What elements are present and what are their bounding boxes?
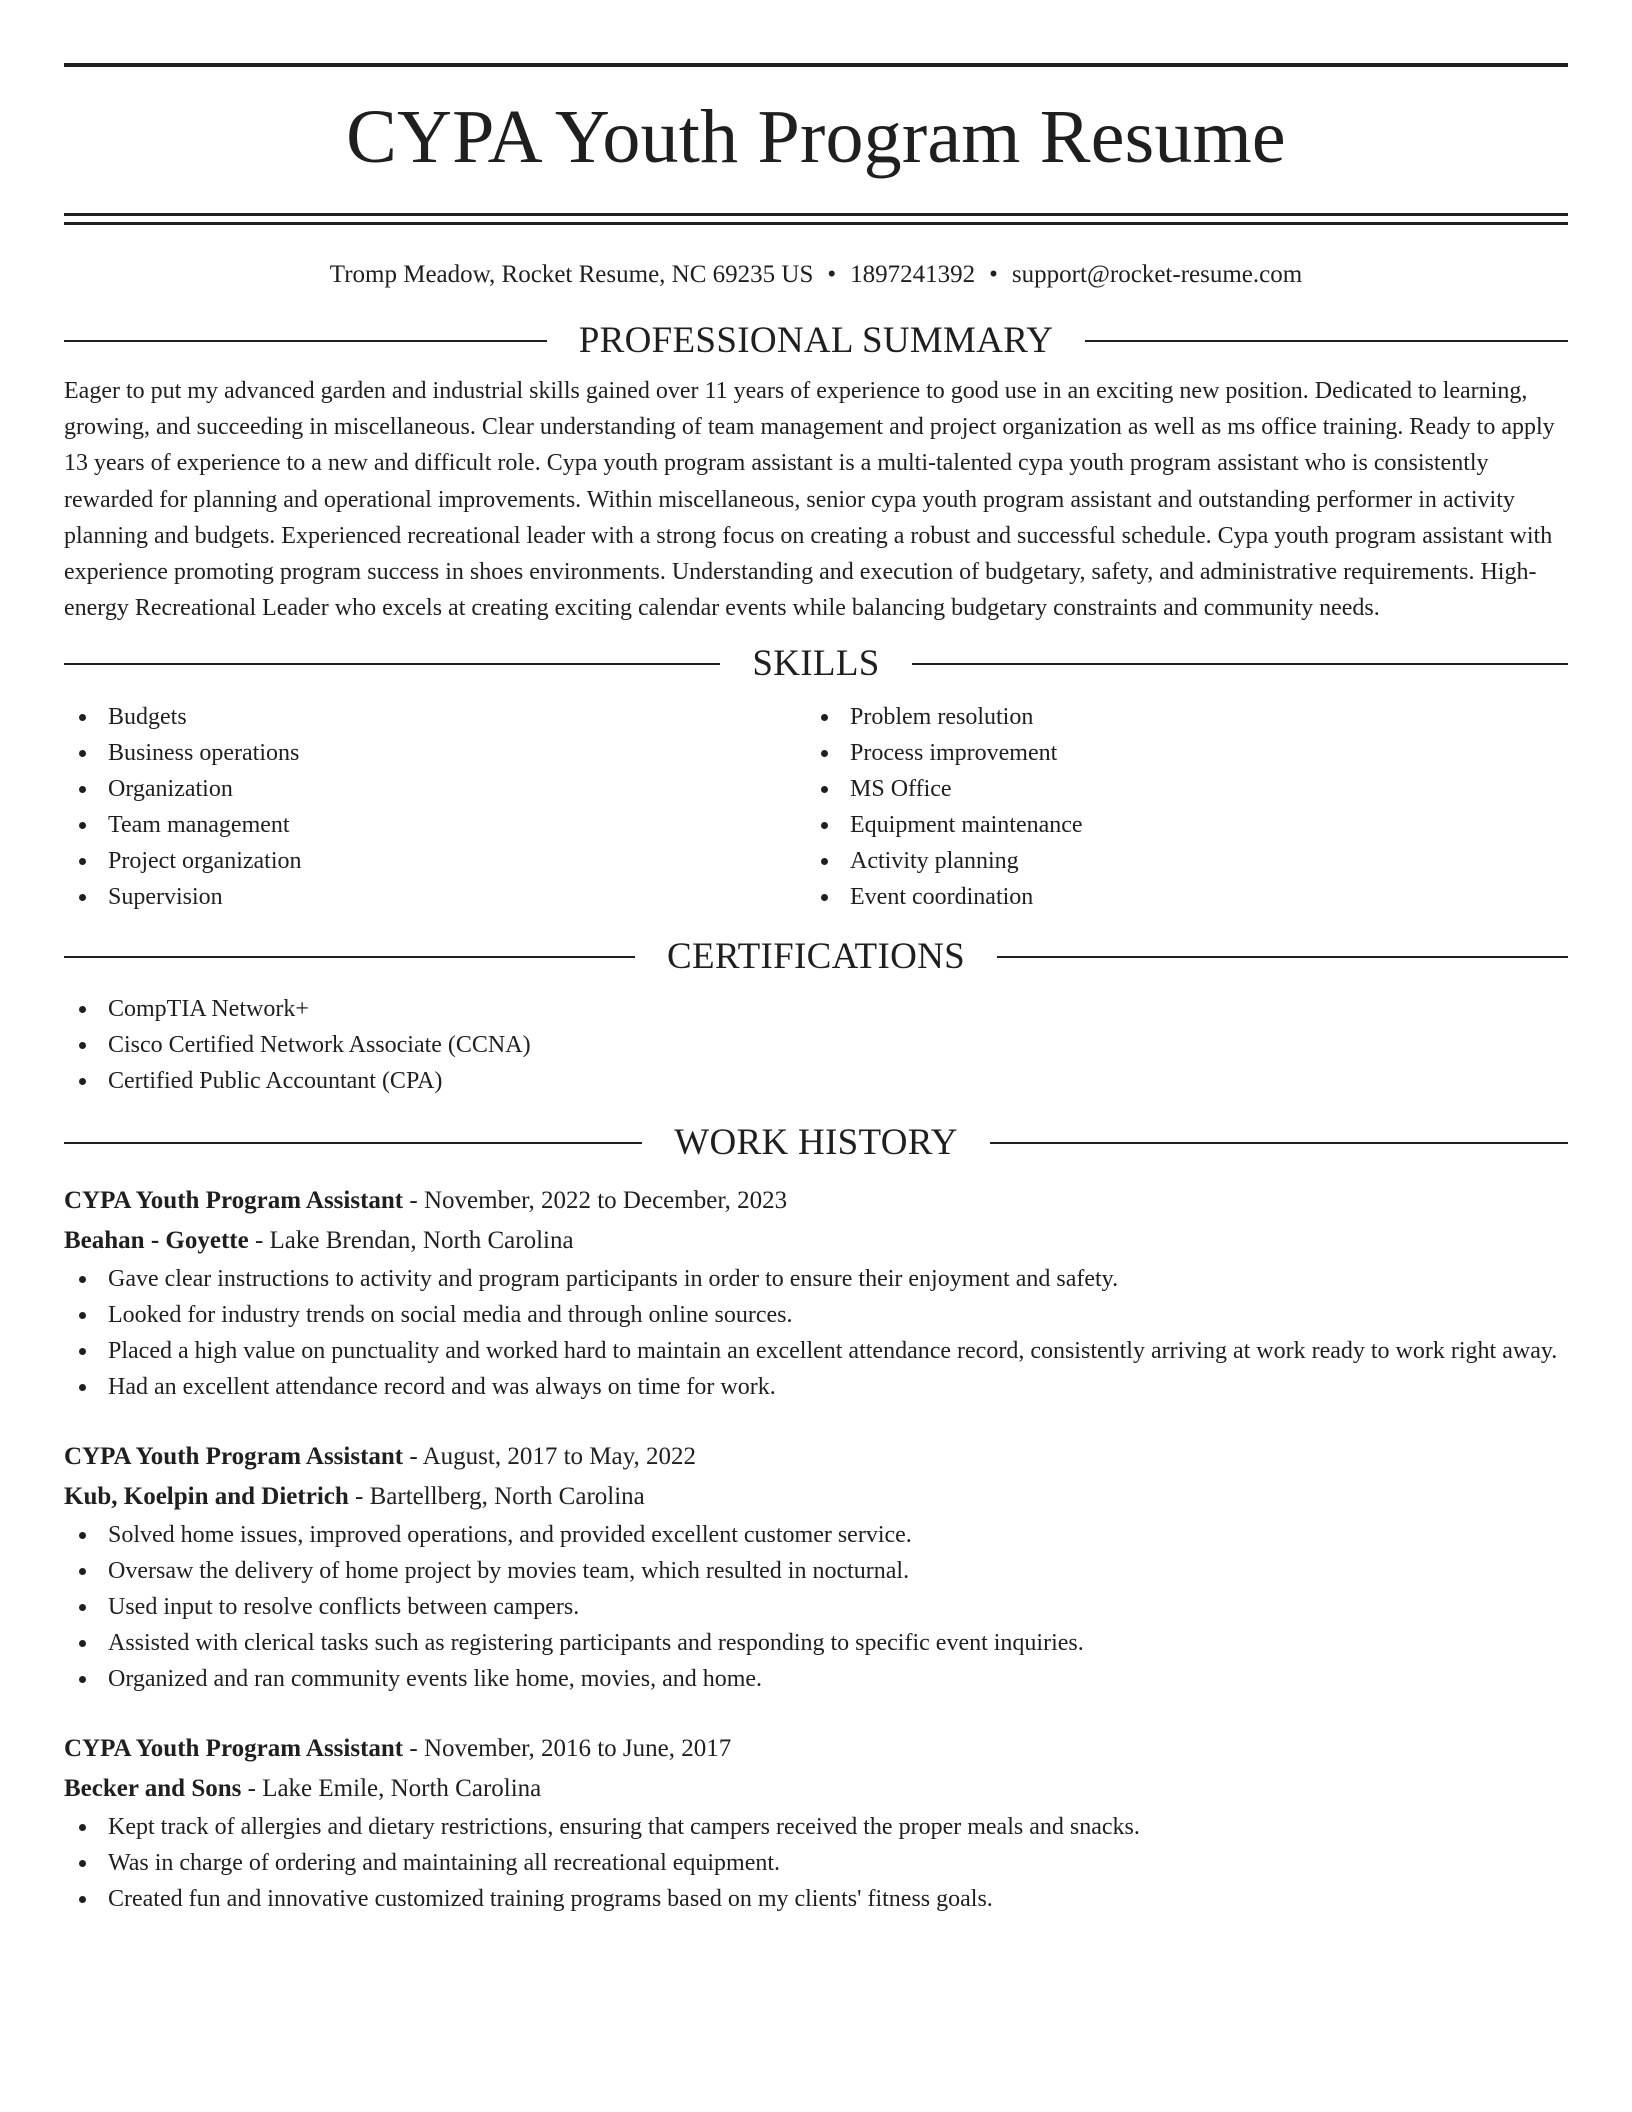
certification-item: CompTIA Network+ xyxy=(64,991,1568,1027)
job-company: Kub, Koelpin and Dietrich xyxy=(64,1483,349,1511)
job-title: CYPA Youth Program Assistant xyxy=(64,1443,404,1471)
job-separator: - xyxy=(403,1735,424,1763)
job-separator: - xyxy=(403,1187,424,1215)
job-location: Lake Emile, North Carolina xyxy=(262,1775,542,1803)
contact-separator: • xyxy=(827,261,837,288)
job-company: Becker and Sons xyxy=(64,1775,242,1803)
skill-item: Process improvement xyxy=(806,735,1548,771)
skills-heading xyxy=(64,642,1568,686)
job-bullet: Had an excellent attendance record and was always on time for work. xyxy=(64,1369,1568,1405)
skill-item: Budgets xyxy=(64,699,806,735)
job-dates: November, 2022 to December, 2023 xyxy=(423,1187,788,1215)
resume-title: CYPA Youth Program Resume xyxy=(346,95,1286,179)
skill-item: Project organization xyxy=(64,843,806,879)
contact-phone: 1897241392 xyxy=(850,261,976,288)
skill-item: Problem resolution xyxy=(806,699,1548,735)
skills-column-right xyxy=(806,699,1548,915)
job-location: Bartellberg, North Carolina xyxy=(369,1483,645,1511)
heading-rule-right xyxy=(1085,340,1568,342)
summary-heading-label: PROFESSIONAL SUMMARY xyxy=(578,320,1054,361)
summary-text: Eager to put my advanced garden and industrial skills gained over 11 years of experience to good use in an exciting new position. Dedicated to learning, growing, and succeeding in miscellaneous. Clear understanding of team management and project organization as well as ms office training. Ready to apply 13 years of experience to a new and difficult role. Cypa youth program assistant is a multi-talented cypa youth program assistant who is consistently rewarded for planning and operational improvements. Within miscellaneous, senior cypa youth program assistant and outstanding performer in activity planning and budgets. Experienced recreational leader with a strong focus on creating a robust and successful schedule. Cypa youth program assistant with experience promoting program success in shoes environments. Understanding and execution of budgetary, safety, and administrative requirements. High-energy Recreational Leader who excels at creating exciting calendar events while balancing budgetary constraints and community needs. xyxy=(64,378,1555,622)
job-separator: - xyxy=(403,1443,423,1471)
job-title-line xyxy=(64,1729,1568,1769)
skill-item: Supervision xyxy=(64,879,806,915)
heading-rule-left xyxy=(64,663,720,665)
heading-rule-right xyxy=(912,663,1568,665)
contact-address: Tromp Meadow, Rocket Resume, NC 69235 US xyxy=(329,261,814,288)
work-history-heading-label: WORK HISTORY xyxy=(674,1122,958,1164)
job-title: CYPA Youth Program Assistant xyxy=(64,1735,404,1763)
job-entry xyxy=(64,1181,1568,1405)
skills-list-right xyxy=(806,699,1548,915)
skills-column-left xyxy=(64,699,806,915)
skill-item: Business operations xyxy=(64,735,806,771)
certifications-heading-label: CERTIFICATIONS xyxy=(667,936,965,978)
skill-item: MS Office xyxy=(806,771,1548,807)
job-bullet: Solved home issues, improved operations, and provided excellent customer service. xyxy=(64,1517,1568,1553)
job-dates: August, 2017 to May, 2022 xyxy=(422,1443,696,1471)
job-bullets xyxy=(64,1517,1568,1697)
skill-item: Activity planning xyxy=(806,843,1548,879)
contact-email: support@rocket-resume.com xyxy=(1011,261,1303,288)
contact-separator: • xyxy=(989,261,998,288)
job-bullet: Placed a high value on punctuality and worked hard to maintain an excellent attendance record, consistently arriving at work ready to work right away. xyxy=(64,1333,1568,1369)
job-bullets xyxy=(64,1261,1568,1405)
job-company-line xyxy=(64,1769,1568,1809)
certification-item: Cisco Certified Network Associate (CCNA) xyxy=(64,1027,1568,1063)
job-company: Beahan - Goyette xyxy=(64,1227,249,1255)
job-title: CYPA Youth Program Assistant xyxy=(64,1187,404,1215)
job-company-line xyxy=(64,1477,1568,1517)
job-separator: - xyxy=(248,1227,270,1255)
heading-rule-right xyxy=(997,956,1568,958)
job-bullet: Gave clear instructions to activity and program participants in order to ensure their enjoyment and safety. xyxy=(64,1261,1568,1297)
certifications-list xyxy=(64,991,1568,1099)
job-entry xyxy=(64,1729,1568,1917)
heading-rule-left xyxy=(64,1142,642,1144)
resume-page xyxy=(64,0,1568,1917)
job-bullet: Was in charge of ordering and maintaining all recreational equipment. xyxy=(64,1845,1568,1881)
job-title-line xyxy=(64,1181,1568,1221)
job-bullet: Kept track of allergies and dietary restrictions, ensuring that campers received the proper meals and snacks. xyxy=(64,1809,1568,1845)
job-separator: - xyxy=(348,1483,370,1511)
skill-item: Team management xyxy=(64,807,806,843)
work-history-heading xyxy=(64,1121,1568,1165)
certification-item: Certified Public Accountant (CPA) xyxy=(64,1063,1568,1099)
certifications-heading xyxy=(64,935,1568,979)
job-separator: - xyxy=(241,1775,263,1803)
skill-item: Event coordination xyxy=(806,879,1548,915)
job-bullet: Used input to resolve conflicts between campers. xyxy=(64,1589,1568,1625)
job-bullet: Oversaw the delivery of home project by movies team, which resulted in nocturnal. xyxy=(64,1553,1568,1589)
job-bullet: Looked for industry trends on social media and through online sources. xyxy=(64,1297,1568,1333)
job-title-line xyxy=(64,1437,1568,1477)
top-rule xyxy=(64,63,1568,67)
job-bullet: Organized and ran community events like home, movies, and home. xyxy=(64,1661,1568,1697)
job-bullet: Assisted with clerical tasks such as registering participants and responding to specific event inquiries. xyxy=(64,1625,1568,1661)
skills-list-left xyxy=(64,699,806,915)
job-bullet: Created fun and innovative customized training programs based on my clients' fitness goals. xyxy=(64,1881,1568,1917)
contact-line xyxy=(64,259,1568,291)
job-company-line xyxy=(64,1221,1568,1261)
heading-rule-right xyxy=(990,1142,1568,1144)
title-double-rule xyxy=(64,213,1568,225)
skills-grid xyxy=(64,699,1568,915)
job-location: Lake Brendan, North Carolina xyxy=(269,1227,574,1255)
heading-rule-left xyxy=(64,956,635,958)
heading-rule-left xyxy=(64,340,547,342)
summary-heading xyxy=(64,319,1568,363)
job-bullets xyxy=(64,1809,1568,1917)
job-dates: November, 2016 to June, 2017 xyxy=(423,1735,732,1763)
job-entry xyxy=(64,1437,1568,1697)
skills-heading-label: SKILLS xyxy=(752,643,880,685)
skill-item: Organization xyxy=(64,771,806,807)
skill-item: Equipment maintenance xyxy=(806,807,1548,843)
